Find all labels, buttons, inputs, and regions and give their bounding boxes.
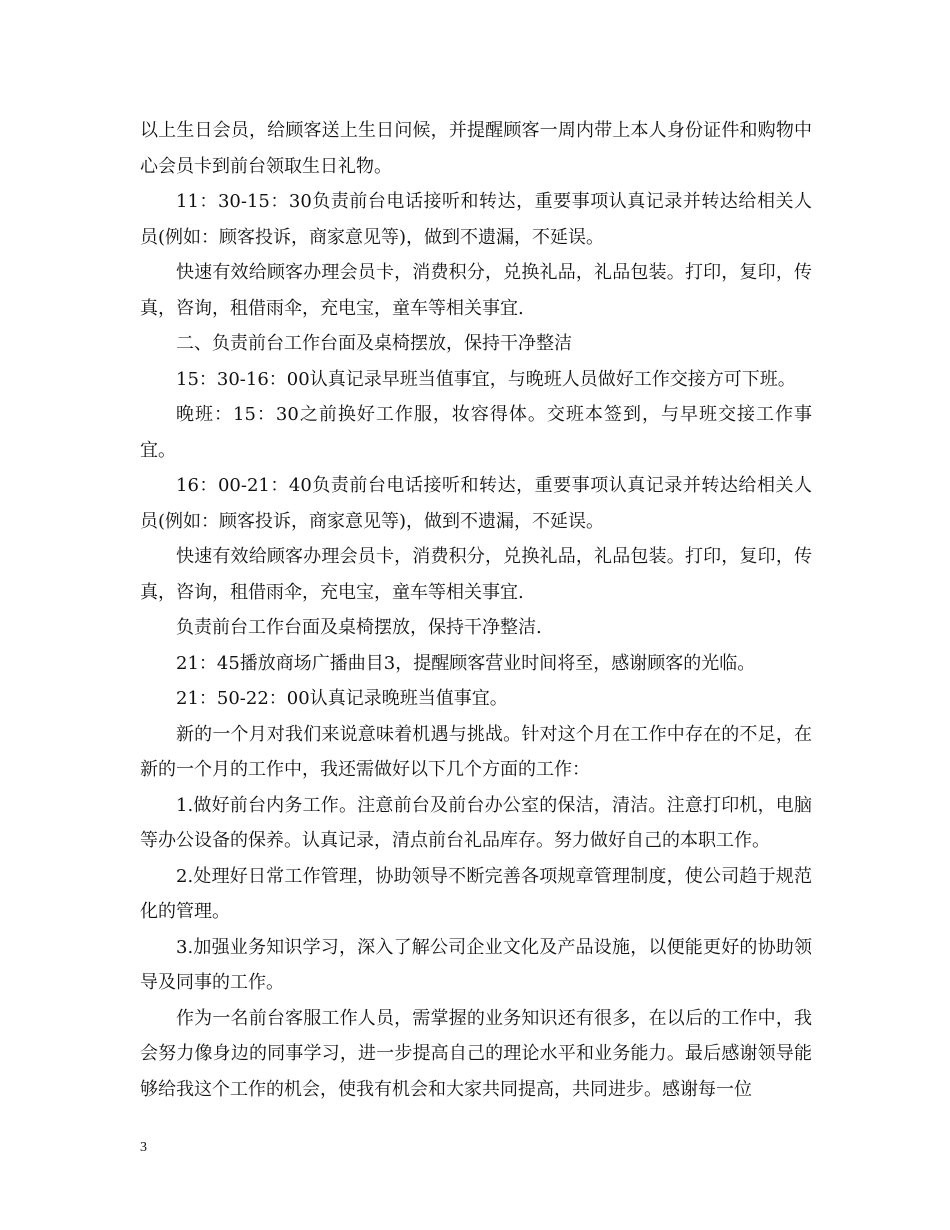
- paragraph: 以上生日会员，给顾客送上生日问候，并提醒顾客一周内带上本人身份证件和购物中心会员卡到前台领取生日礼物。: [140, 120, 812, 177]
- paragraph: 新的一个月对我们来说意味着机遇与挑战。针对这个月在工作中存在的不足，在新的一个月的工作中，我还需做好以下几个方面的工作：: [140, 723, 812, 780]
- paragraph: 快速有效给顾客办理会员卡，消费积分，兑换礼品，礼品包装。打印，复印，传真，咨询，租借雨伞，充电宝，童车等相关事宜.: [140, 262, 812, 319]
- paragraph: 快速有效给顾客办理会员卡，消费积分，兑换礼品，礼品包装。打印，复印，传真，咨询，租借雨伞，充电宝，童车等相关事宜.: [140, 546, 812, 603]
- page-number: 3: [140, 1140, 147, 1155]
- paragraph: 16：00-21：40负责前台电话接听和转达，重要事项认真记录并转达给相关人员(例如：顾客投诉，商家意见等)，做到不遗漏，不延误。: [140, 475, 812, 532]
- paragraph: 1.做好前台内务工作。注意前台及前台办公室的保洁，清洁。注意打印机，电脑等办公设备的保养。认真记录，清点前台礼品库存。努力做好自己的本职工作。: [140, 794, 812, 851]
- document-body: [140, 113, 812, 1107]
- paragraph: 作为一名前台客服工作人员，需掌握的业务知识还有很多，在以后的工作中，我会努力像身边的同事学习，进一步提高自己的理论水平和业务能力。最后感谢领导能够给我这个工作的机会，使我有机会和大家共同提高，共同进步。感谢每一位: [140, 1007, 812, 1100]
- paragraph: 3.加强业务知识学习，深入了解公司企业文化及产品设施，以便能更好的协助领导及同事的工作。: [140, 936, 812, 993]
- paragraph: 负责前台工作台面及桌椅摆放，保持干净整洁.: [176, 617, 542, 638]
- paragraph: 11：30-15：30负责前台电话接听和转达，重要事项认真记录并转达给相关人员(例如：顾客投诉，商家意见等)，做到不遗漏，不延误。: [140, 191, 812, 248]
- paragraph: 21：50-22：00认真记录晚班当值事宜。: [176, 688, 508, 709]
- paragraph: 晚班：15：30之前换好工作服，妆容得体。交班本签到，与早班交接工作事宜。: [140, 404, 812, 461]
- paragraph: 15：30-16：00认真记录早班当值事宜，与晚班人员做好工作交接方可下班。: [176, 368, 796, 390]
- paragraph: 2.处理好日常工作管理，协助领导不断完善各项规章管理制度，使公司趋于规范化的管理。: [140, 865, 812, 922]
- paragraph: 21：45播放商场广播曲目3，提醒顾客营业时间将至，感谢顾客的光临。: [176, 652, 756, 674]
- paragraph: 二、负责前台工作台面及桌椅摆放，保持干净整洁: [176, 333, 572, 354]
